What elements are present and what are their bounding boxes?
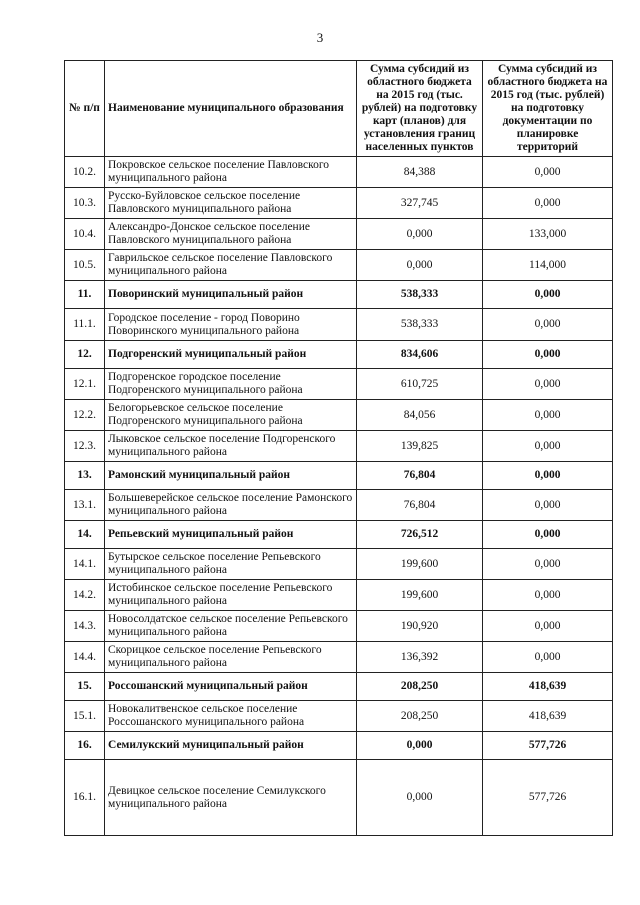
row-number: 10.3. xyxy=(65,188,105,219)
row-maps-value: 327,745 xyxy=(357,188,483,219)
row-maps-value: 76,804 xyxy=(357,490,483,521)
table-row-district xyxy=(65,673,613,701)
row-docs-value: 0,000 xyxy=(483,521,613,549)
row-docs-value: 418,639 xyxy=(483,701,613,732)
row-name: Скорицкое сельское поселение Репьевского муниципального района xyxy=(105,642,357,673)
row-docs-value: 577,726 xyxy=(483,760,613,836)
row-name: Подгоренское городское поселение Подгоренского муниципального района xyxy=(105,369,357,400)
row-maps-value: 190,920 xyxy=(357,611,483,642)
row-number: 11. xyxy=(65,281,105,309)
row-number: 14.2. xyxy=(65,580,105,611)
row-docs-value: 0,000 xyxy=(483,431,613,462)
row-name: Покровское сельское поселение Павловского муниципального района xyxy=(105,157,357,188)
row-maps-value: 0,000 xyxy=(357,250,483,281)
table-row-district xyxy=(65,341,613,369)
row-maps-value: 0,000 xyxy=(357,219,483,250)
table-row-district xyxy=(65,732,613,760)
row-number: 12.2. xyxy=(65,400,105,431)
table-row xyxy=(65,369,613,400)
row-docs-value: 0,000 xyxy=(483,549,613,580)
row-maps-value: 834,606 xyxy=(357,341,483,369)
table-row xyxy=(65,309,613,341)
row-number: 10.2. xyxy=(65,157,105,188)
row-maps-value: 0,000 xyxy=(357,732,483,760)
row-maps-value: 84,388 xyxy=(357,157,483,188)
row-maps-value: 84,056 xyxy=(357,400,483,431)
row-docs-value: 577,726 xyxy=(483,732,613,760)
table-row-district xyxy=(65,281,613,309)
page-number: 3 xyxy=(316,30,324,45)
row-number: 10.4. xyxy=(65,219,105,250)
table-row xyxy=(65,490,613,521)
row-maps-value: 199,600 xyxy=(357,580,483,611)
row-number: 12.3. xyxy=(65,431,105,462)
table-row xyxy=(65,549,613,580)
row-number: 10.5. xyxy=(65,250,105,281)
table-row-district xyxy=(65,462,613,490)
table-row xyxy=(65,580,613,611)
row-maps-value: 208,250 xyxy=(357,701,483,732)
row-maps-value: 199,600 xyxy=(357,549,483,580)
table-row xyxy=(65,188,613,219)
row-name: Белогорьевское сельское поселение Подгоренского муниципального района xyxy=(105,400,357,431)
row-docs-value: 0,000 xyxy=(483,188,613,219)
row-docs-value: 0,000 xyxy=(483,369,613,400)
table-row-district xyxy=(65,521,613,549)
row-number: 14.1. xyxy=(65,549,105,580)
row-number: 14. xyxy=(65,521,105,549)
table-header-row xyxy=(65,61,613,157)
row-maps-value: 610,725 xyxy=(357,369,483,400)
table-row xyxy=(65,642,613,673)
row-number: 12.1. xyxy=(65,369,105,400)
table-row xyxy=(65,250,613,281)
row-number: 14.4. xyxy=(65,642,105,673)
row-name: Истобинское сельское поселение Репьевского муниципального района xyxy=(105,580,357,611)
row-maps-value: 538,333 xyxy=(357,281,483,309)
row-maps-value: 208,250 xyxy=(357,673,483,701)
row-number: 11.1. xyxy=(65,309,105,341)
row-name: Гаврильское сельское поселение Павловского муниципального района xyxy=(105,250,357,281)
row-name: Рамонский муниципальный район xyxy=(105,462,357,490)
row-name: Россошанский муниципальный район xyxy=(105,673,357,701)
header-name: Наименование муниципального образования xyxy=(105,61,357,157)
row-name: Александро-Донское сельское поселение Павловского муниципального района xyxy=(105,219,357,250)
row-number: 16.1. xyxy=(65,760,105,836)
row-docs-value: 0,000 xyxy=(483,462,613,490)
row-name: Девицкое сельское поселение Семилукского муниципального района xyxy=(105,760,357,836)
table-body xyxy=(65,157,613,836)
row-maps-value: 139,825 xyxy=(357,431,483,462)
row-name: Семилукский муниципальный район xyxy=(105,732,357,760)
table-row xyxy=(65,611,613,642)
row-maps-value: 136,392 xyxy=(357,642,483,673)
row-docs-value: 0,000 xyxy=(483,580,613,611)
row-number: 15.1. xyxy=(65,701,105,732)
row-number: 14.3. xyxy=(65,611,105,642)
row-number: 16. xyxy=(65,732,105,760)
header-maps-subsidy: Сумма субсидий из областного бюджета на 2015 год (тыс. рублей) на подготовку карт (планов) для установления границ населенных пунктов xyxy=(357,61,483,157)
row-name: Лыковское сельское поселение Подгоренского муниципального района xyxy=(105,431,357,462)
row-name: Городское поселение - город Поворино Поворинского муниципального района xyxy=(105,309,357,341)
row-name: Новокалитвенское сельское поселение Россошанского муниципального района xyxy=(105,701,357,732)
row-name: Большеверейское сельское поселение Рамонского муниципального района xyxy=(105,490,357,521)
table-row xyxy=(65,431,613,462)
row-number: 13.1. xyxy=(65,490,105,521)
row-maps-value: 538,333 xyxy=(357,309,483,341)
table-row xyxy=(65,157,613,188)
row-docs-value: 0,000 xyxy=(483,490,613,521)
row-number: 13. xyxy=(65,462,105,490)
row-docs-value: 0,000 xyxy=(483,281,613,309)
table-row xyxy=(65,760,613,836)
row-docs-value: 418,639 xyxy=(483,673,613,701)
row-docs-value: 0,000 xyxy=(483,611,613,642)
subsidy-table xyxy=(64,60,613,836)
row-docs-value: 0,000 xyxy=(483,400,613,431)
header-docs-subsidy: Сумма субсидий из областного бюджета на 2015 год (тыс. рублей) на подготовку документации по планировке территорий xyxy=(483,61,613,157)
row-docs-value: 0,000 xyxy=(483,642,613,673)
row-name: Русско-Буйловское сельское поселение Павловского муниципального района xyxy=(105,188,357,219)
table-row xyxy=(65,400,613,431)
row-maps-value: 0,000 xyxy=(357,760,483,836)
row-docs-value: 0,000 xyxy=(483,309,613,341)
row-maps-value: 726,512 xyxy=(357,521,483,549)
row-number: 12. xyxy=(65,341,105,369)
row-docs-value: 133,000 xyxy=(483,219,613,250)
header-number: № п/п xyxy=(65,61,105,157)
row-docs-value: 0,000 xyxy=(483,157,613,188)
row-maps-value: 76,804 xyxy=(357,462,483,490)
row-name: Бутырское сельское поселение Репьевского муниципального района xyxy=(105,549,357,580)
table-row xyxy=(65,701,613,732)
row-docs-value: 0,000 xyxy=(483,341,613,369)
row-name: Подгоренский муниципальный район xyxy=(105,341,357,369)
row-name: Поворинский муниципальный район xyxy=(105,281,357,309)
row-number: 15. xyxy=(65,673,105,701)
table-row xyxy=(65,219,613,250)
row-name: Репьевский муниципальный район xyxy=(105,521,357,549)
row-docs-value: 114,000 xyxy=(483,250,613,281)
row-name: Новосолдатское сельское поселение Репьевского муниципального района xyxy=(105,611,357,642)
